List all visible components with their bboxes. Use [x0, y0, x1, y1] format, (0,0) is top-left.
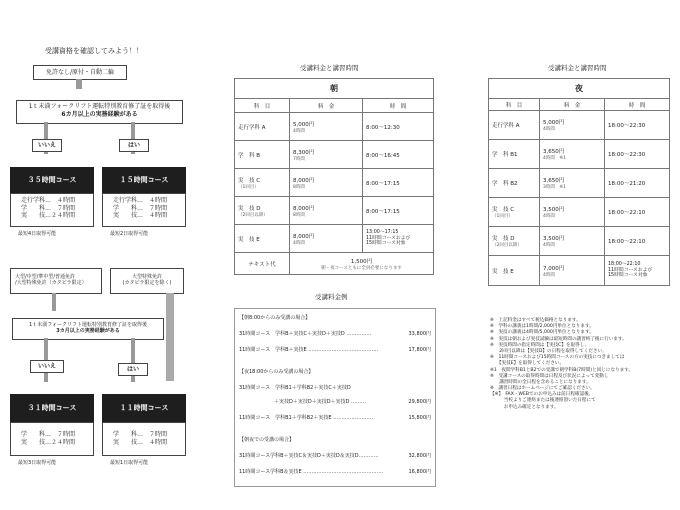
table-row: 実 技 E 8,000円 4時間 13:00～17:15 11時間コースおよび 15時間コース対象	[235, 225, 434, 253]
table-row: 走行学科 A 5,000円 4時間 18:00～22:30	[489, 111, 670, 140]
right-title: 受講料金と講習時間	[548, 64, 607, 72]
yes-label-top: はい	[119, 139, 149, 152]
arrow-2-icon	[52, 293, 56, 311]
arrow-1-icon	[76, 79, 82, 89]
note-item: 2回目以降は【実技D】の日程を取得してください。	[490, 348, 607, 354]
note-item: 当校よりご連絡または後連絡頂いた日程にて	[490, 398, 596, 404]
special-license-box: 大型特殊免許 (カタピラ限定を除く)	[110, 268, 184, 294]
course31-details: 学 科… ７時間 実 技…２４時間	[10, 422, 94, 456]
course15-details: 走行学科… ４時間 学 科… ７時間 実 技… ４時間	[102, 193, 186, 227]
table-row: 学 科 B2 3,650円 3時間 ※1 18:00～21:20	[489, 169, 670, 198]
evening-fee-table	[488, 78, 670, 286]
course15-note: 最短2日取得可能	[110, 231, 149, 237]
note-item: ※ 上記料金はすべて税込価格となります。	[490, 318, 581, 323]
no-label-bottom: いいえ	[30, 360, 64, 373]
table-row: 実 技 D （2回目以降） 8,000円 8時間 8:00～17:15	[235, 197, 434, 225]
yes-label-bottom: はい	[118, 363, 148, 376]
note-item: ※ 受講コースの取得時間は日程及び状況によって変動し	[490, 373, 609, 379]
requirement-box-6m: 1ｔ未満フォークリフト運転特別教育修了証を取得後 6カ月以上の実務経験がある	[16, 100, 183, 124]
large-license-box: 大型/中型/準中型/普通免許 /大型特殊免許（カタピラ限定）	[10, 268, 102, 294]
note-item: ※1 夜間学科B1とB2での受講で朝学科B(7時間)と同じになります。	[490, 367, 634, 373]
note-item: ※ 講習日程はホームページにてご確認ください。	[490, 386, 595, 392]
table-row: 実 技 D （2回目以降） 3,500円 4時間 18:00～22:10	[489, 227, 670, 256]
license-box: 免許なし/原付・自動二輪	[33, 65, 127, 80]
session-morning: 朝	[235, 79, 434, 99]
header-time: 時 間	[363, 99, 434, 113]
example-title: 受講料金例	[315, 293, 348, 301]
table-row: 実 技 C （1回目） 3,500円 4時間 18:00～22:10	[489, 198, 670, 227]
table-row: 走行学科 A 5,000円 4時間 8:00～12:30	[235, 113, 434, 141]
arrow-special-icon	[166, 293, 174, 381]
note-item: ※ 実技時間の指定時間は【実技C】を取得し、	[490, 342, 589, 348]
course11-note: 最短1日取得可能	[110, 460, 149, 466]
note-item: 【※】 FAX・WEBでのお申込みは前日程確認後、	[490, 392, 594, 398]
course35-title: ３５時間コース	[10, 167, 94, 193]
requirement-box-3m: 1ｔ未満フォークリフト運転特別教育修了証を取得後 3カ月以上の実務経験がある	[12, 318, 164, 340]
header-time: 時 間	[605, 99, 670, 111]
notes-list	[490, 318, 670, 411]
left-heading: 受講資格を確認してみよう！！	[45, 47, 143, 55]
no-label-top: いいえ	[32, 139, 62, 152]
course31-note: 最短3日取得可能	[18, 460, 57, 466]
note-item: お申込み確定となります。	[490, 404, 559, 410]
note-item: ※ 実技の講義は4時間/5,000円単位となります。	[490, 330, 594, 336]
header-fee: 料 金	[290, 99, 363, 113]
table-row: 学 科 B 8,300円 7時間 8:00～16:45	[235, 141, 434, 169]
header-fee: 料 金	[540, 99, 605, 111]
text-fee-row: テキスト代 1,500円 朝・夜コースともに全員必要になります	[235, 253, 434, 275]
course35-note: 最短4日取得可能	[18, 231, 57, 237]
session-evening: 夜	[489, 79, 670, 99]
table-row: 学 科 B1 3,650円 4時間 ※1 18:00～22:30	[489, 140, 670, 169]
header-subject: 科 目	[489, 99, 540, 111]
note-item: ※ 11時間コースおよび15時間コースの方の実技につきましては	[490, 355, 625, 361]
header-subject: 科 目	[235, 99, 290, 113]
course11-details: 学 科… ７時間 実 技… ４時間	[102, 422, 186, 456]
table-row: 実 技 C （1回目） 8,000円 8時間 8:00～17:15	[235, 169, 434, 197]
note-item: 【実技E】を取得してください。	[490, 361, 565, 367]
middle-title: 受講料金と講習時間	[300, 64, 359, 72]
note-item: ※ 実技は朝および実技試験は最短時間の講習終了後に行います。	[490, 336, 627, 342]
table-row: 実 技 E 7,000円 4時間 18:00～22:10 11時間コースおよび 15時間コース対象	[489, 256, 670, 286]
note-item: ※ 学科の講義は1時間/2,000円単位となります。	[490, 324, 594, 330]
morning-fee-table	[234, 78, 434, 275]
note-item: 講習時間の全日程を含めることになります。	[490, 379, 591, 385]
course31-title: ３１時間コース	[10, 394, 94, 422]
course11-title: １１時間コース	[102, 394, 186, 422]
course15-title: １５時間コース	[102, 167, 186, 193]
course35-details: 走行学科… ４時間 学 科… ７時間 実 技…２４時間	[10, 193, 94, 227]
example-box: 【朝8:00からのみ受講の場合】 31時間コース 学科B＋実技C＋実技D＋実技D …………… 33,800円 11時間コース 学科B＋実技E …………………………………… 17,800円 【夜18:00からのみ受講の場合】 31時間コース 学科B1＋学科B2＋実技C＋実技D ＋実技D＋実技D＋実技D＋実技D ……… 29,800円 11時間コース 学科B1＋学科B2＋実技E …………………… 15,800円 【朝夜での受講の場合】 31時間コース学科B＋実技C＆実技D＋実技D＆実技D………… 32,800円 11時間コース学科B＆実技E ………………………………………… 16,800円	[234, 308, 436, 487]
